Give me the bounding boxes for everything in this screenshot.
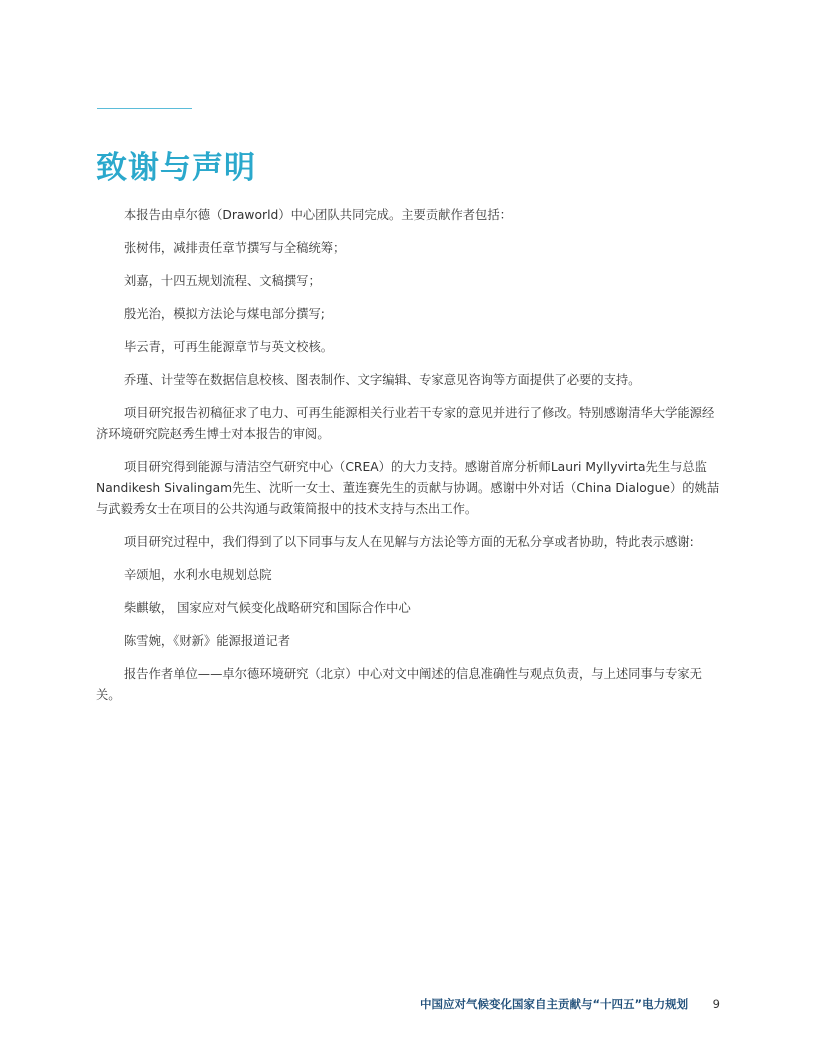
thanks-item: 陈雪婉，《财新》能源报道记者 [124, 634, 291, 648]
thanks-item: 柴麒敏， 国家应对气候变化战略研究和国际合作中心 [124, 601, 411, 615]
review-paragraph: 项目研究报告初稿征求了电力、可再生能源相关行业若干专家的意见并进行了修改。特别感谢清华大学能源经济环境研究院赵秀生博士对本报告的审阅。 [96, 406, 715, 441]
page-footer [420, 996, 720, 1012]
support-paragraph: 乔瑾、计莹等在数据信息校核、图表制作、文字编辑、专家意见咨询等方面提供了必要的支持。 [124, 373, 641, 387]
footer-report-title: 中国应对气候变化国家自主贡献与“十四五”电力规划 [420, 997, 689, 1011]
thanks-item: 辛颂旭，水利水电规划总院 [124, 568, 272, 582]
title-rule [97, 108, 192, 109]
disclaimer-paragraph: 报告作者单位——卓尔德环境研究（北京）中心对文中阐述的信息准确性与观点负责，与上述同事与专家无关。 [96, 667, 702, 702]
paragraph-intro: 本报告由卓尔德（Draworld）中心团队共同完成。主要贡献作者包括： [124, 208, 512, 222]
author-item: 刘嘉，十四五规划流程、文稿撰写； [124, 274, 321, 288]
author-item: 殷光治，模拟方法论与煤电部分撰写; [124, 307, 325, 321]
crea-paragraph: 项目研究得到能源与清洁空气研究中心（CREA）的大力支持。感谢首席分析师Lauri Myllyvirta先生与总监Nandikesh Sivalingam先生、沈昕一女士、董连赛先生的贡献与协调。感谢中外对话（China Dialogue）的姚喆与武毅秀女士在项目的公共沟通与政策简报中的技术支持与杰出工作。 [96, 460, 720, 516]
thanks-paragraph: 项目研究过程中，我们得到了以下同事与友人在见解与方法论等方面的无私分享或者协助，特此表示感谢: [124, 535, 694, 549]
page-title: 致谢与声明 [96, 150, 256, 186]
author-item: 毕云青，可再生能源章节与英文校核。 [124, 340, 334, 354]
acknowledgement-body [96, 205, 721, 718]
author-item: 张树伟，减排责任章节撰写与全稿统筹； [124, 241, 346, 255]
page-number: 9 [712, 997, 720, 1011]
